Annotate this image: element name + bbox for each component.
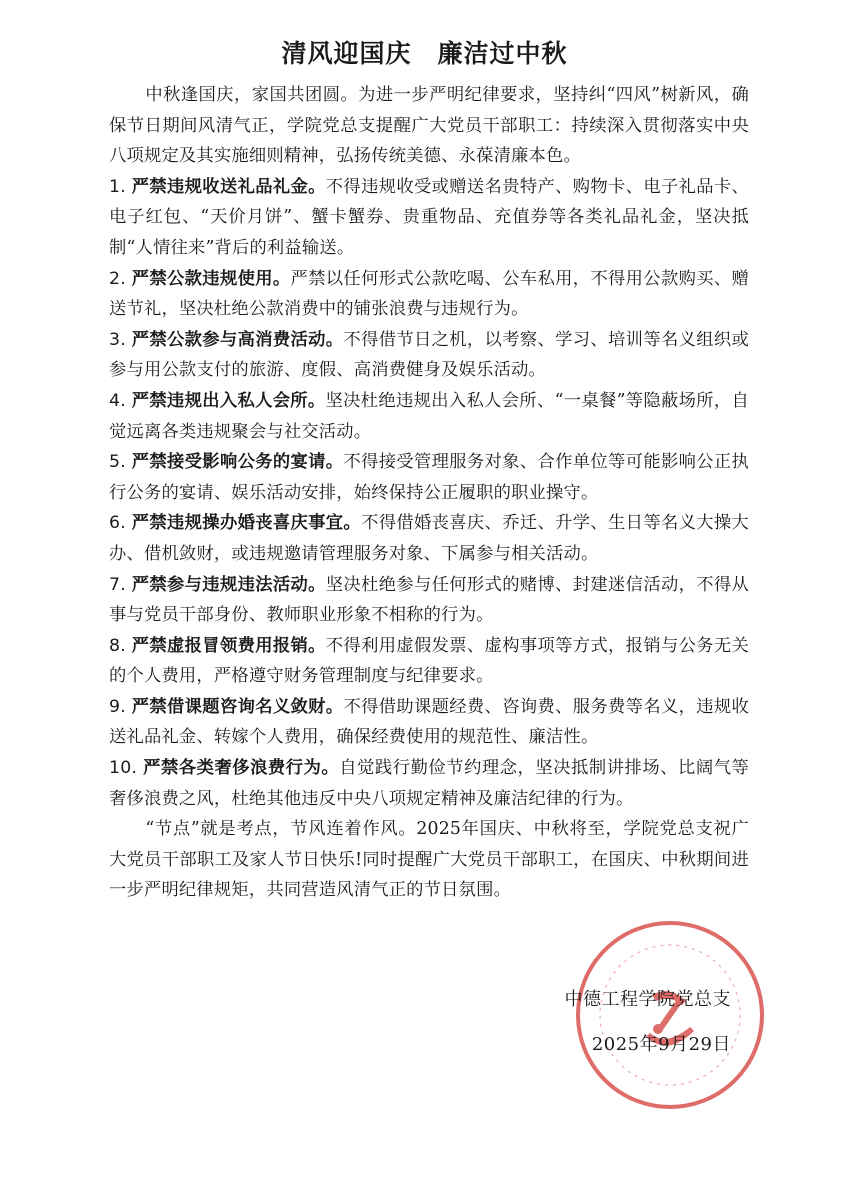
item-text: 坚决杜绝参与任何形式的赌博、封建迷信活动，不得从事与党员干部身份、教师职业形象不相称的行为。: [109, 574, 749, 626]
signature-organization: 中德工程学院党总支: [564, 989, 731, 1010]
list-item: [109, 325, 749, 386]
closing-paragraph: “节点”就是考点，节风连着作风。2025年国庆、中秋将至，学院党总支祝广大党员干部职工及家人节日快乐!同时提醒广大党员干部职工，在国庆、中秋期间进一步严明纪律规矩，共同营造风清气正的节日氛围。: [109, 819, 749, 901]
item-heading: 严禁违规出入私人会所。: [131, 390, 326, 411]
item-text: 不得利用虚假发票、虚构事项等方式，报销与公务无关的个人费用，严格遵守财务管理制度与纪律要求。: [109, 635, 749, 687]
item-text: 不得借婚丧喜庆、乔迁、升学、生日等名义大操大办、借机敛财，或违规邀请管理服务对象、下属参与相关活动。: [109, 513, 749, 564]
item-text: 不得借节日之机，以考察、学习、培训等名义组织或参与用公款支付的旅游、度假、高消费健身及娱乐活动。: [109, 329, 749, 381]
item-heading: 严禁借课题咨询名义敛财。: [131, 696, 344, 717]
item-number: 8.: [109, 635, 132, 656]
item-number: 4.: [109, 390, 132, 411]
item-number: 10.: [109, 758, 144, 779]
item-text: 坚决杜绝违规出入私人会所、“一桌餐”等隐蔽场所，自觉远离各类违规聚会与社交活动。: [109, 390, 749, 442]
list-item: [109, 508, 749, 569]
intro-paragraph: 中秋逢国庆，家国共团圆。为进一步严明纪律要求，坚持纠“四风”树新风，确保节日期间风清气正，学院党总支提醒广大党员干部职工：持续深入贯彻落实中央八项规定及其实施细则精神，弘扬传统美德、永葆清廉本色。: [109, 85, 749, 167]
signature-date: 2025年9月29日: [591, 1034, 731, 1055]
item-text: 不得违规收受或赠送名贵特产、购物卡、电子礼品卡、电子红包、“天价月饼”、蟹卡蟹券、贵重物品、充值券等各类礼品礼金，坚决抵制“人情往来”背后的利益输送。: [109, 176, 749, 258]
item-text: 自觉践行勤俭节约理念，坚决抵制讲排场、比阔气等奢侈浪费之风，杜绝其他违反中央八项规定精神及廉洁纪律的行为。: [109, 758, 749, 809]
list-item: [109, 264, 749, 325]
item-heading: 严禁虚报冒领费用报销。: [131, 635, 326, 656]
item-number: 2.: [109, 268, 132, 289]
item-heading: 严禁接受影响公务的宴请。: [131, 452, 344, 473]
list-item: [109, 172, 749, 264]
item-number: 6.: [109, 513, 132, 534]
list-item: [109, 386, 749, 447]
item-heading: 严禁各类奢侈浪费行为。: [143, 758, 340, 779]
item-number: 9.: [109, 696, 132, 717]
item-heading: 严禁公款违规使用。: [131, 268, 291, 289]
item-heading: 严禁参与违规违法活动。: [131, 574, 326, 595]
item-number: 3.: [109, 329, 132, 350]
list-item: [109, 447, 749, 508]
item-heading: 严禁违规收送礼品礼金。: [131, 176, 326, 197]
document-title: 清风迎国庆 廉洁过中秋: [281, 39, 568, 68]
list-item: [109, 570, 749, 631]
item-number: 5.: [109, 452, 132, 473]
list-item: [109, 753, 749, 814]
item-heading: 严禁违规操办婚丧喜庆事宜。: [131, 513, 362, 534]
document-body: [109, 80, 749, 906]
item-heading: 严禁公款参与高消费活动。: [131, 329, 344, 350]
item-text: 不得借助课题经费、咨询费、服务费等名义，违规收送礼品礼金、转嫁个人费用，确保经费使用的规范性、廉洁性。: [109, 696, 749, 748]
item-text: 严禁以任何形式公款吃喝、公车私用，不得用公款购买、赠送节礼，坚决杜绝公款消费中的铺张浪费与违规行为。: [109, 268, 749, 320]
item-number: 7.: [109, 574, 132, 595]
official-seal: [570, 915, 770, 1115]
list-item: [109, 631, 749, 692]
item-text: 不得接受管理服务对象、合作单位等可能影响公正执行公务的宴请、娱乐活动安排，始终保持公正履职的职业操守。: [109, 452, 749, 503]
item-number: 1.: [109, 176, 132, 197]
list-item: [109, 692, 749, 753]
